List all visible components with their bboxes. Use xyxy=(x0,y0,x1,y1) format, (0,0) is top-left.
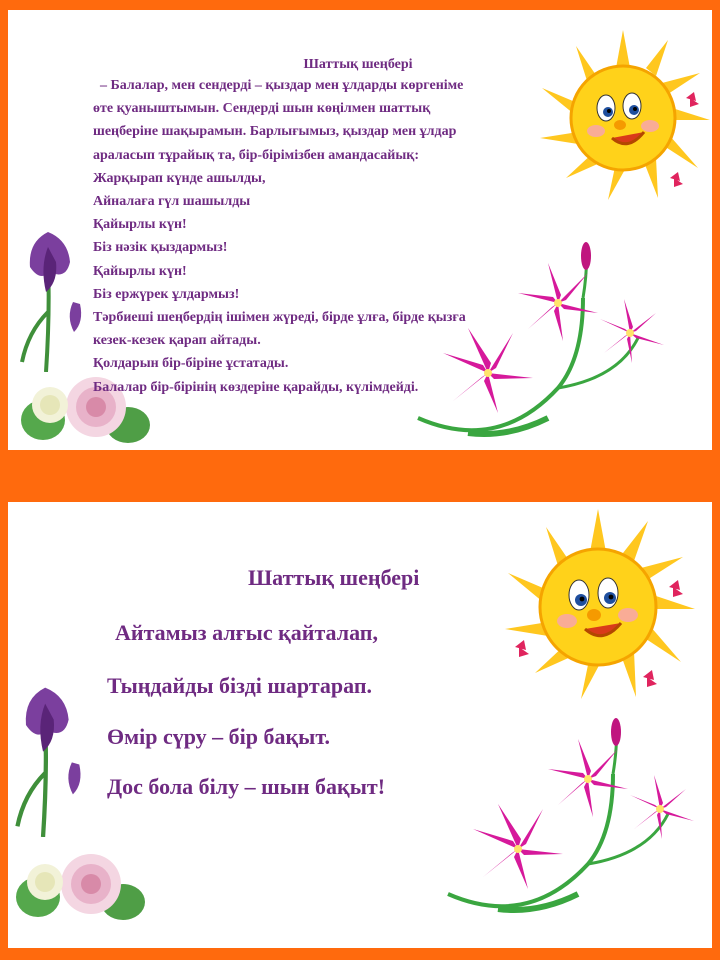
text-line: Қайырлы күн! xyxy=(93,263,187,279)
text-line: Біз нәзік қыздармыз! xyxy=(93,240,228,256)
poem-line: Айтамыз алғыс қайталап, xyxy=(115,620,378,645)
iris-flower-icon xyxy=(13,677,88,837)
text-line: Балалар бір-бірінің көздеріне қарайды, күлімдейді. xyxy=(93,379,419,395)
poem-line: Тыңдайды бізді шартарап. xyxy=(107,673,373,698)
text-line: Жарқырап күнде ашылды, xyxy=(93,170,266,186)
slide-1-title: Шаттық шеңбері xyxy=(303,57,413,72)
slide-1-content xyxy=(8,10,712,450)
text-line: Айналаға гүл шашылды xyxy=(93,194,251,210)
text-line: араласып тұрайық та, бір-бірімізбен амандасайық: xyxy=(93,147,419,163)
sun-icon xyxy=(493,507,698,702)
lily-flowers-icon xyxy=(438,714,708,929)
slide-2 xyxy=(0,480,720,960)
text-line: кезек-кезек қарап айтады. xyxy=(93,333,261,349)
poem-line: Өмір сүру – бір бақыт. xyxy=(107,724,331,749)
iris-flower-icon xyxy=(18,222,88,372)
rose-icon xyxy=(13,832,153,942)
slide-1-body xyxy=(93,74,633,399)
text-line: – Балалар, мен сендерді – қыздар мен ұлдарды көргеніме xyxy=(93,78,464,93)
poem-line: Дос бола білу – шын бақыт! xyxy=(107,774,386,799)
text-line: Тәрбиеші шеңбердің ішімен жүреді, бірде ұлға, бірде қызға xyxy=(93,310,466,326)
text-line: өте қуаныштымын. Сендерді шын көңілмен шаттық xyxy=(93,101,431,117)
text-line: шеңберіне шақырамын. Барлығымыз, қыздар мен ұлдар xyxy=(93,124,457,140)
text-line: Қайырлы күн! xyxy=(93,217,187,233)
slide-2-title: Шаттық шеңбері xyxy=(248,565,420,590)
text-line: Біз ержүрек ұлдармыз! xyxy=(93,286,240,302)
text-line: Қолдарын бір-біріне ұстатады. xyxy=(93,356,289,372)
slide-2-content xyxy=(8,502,712,948)
